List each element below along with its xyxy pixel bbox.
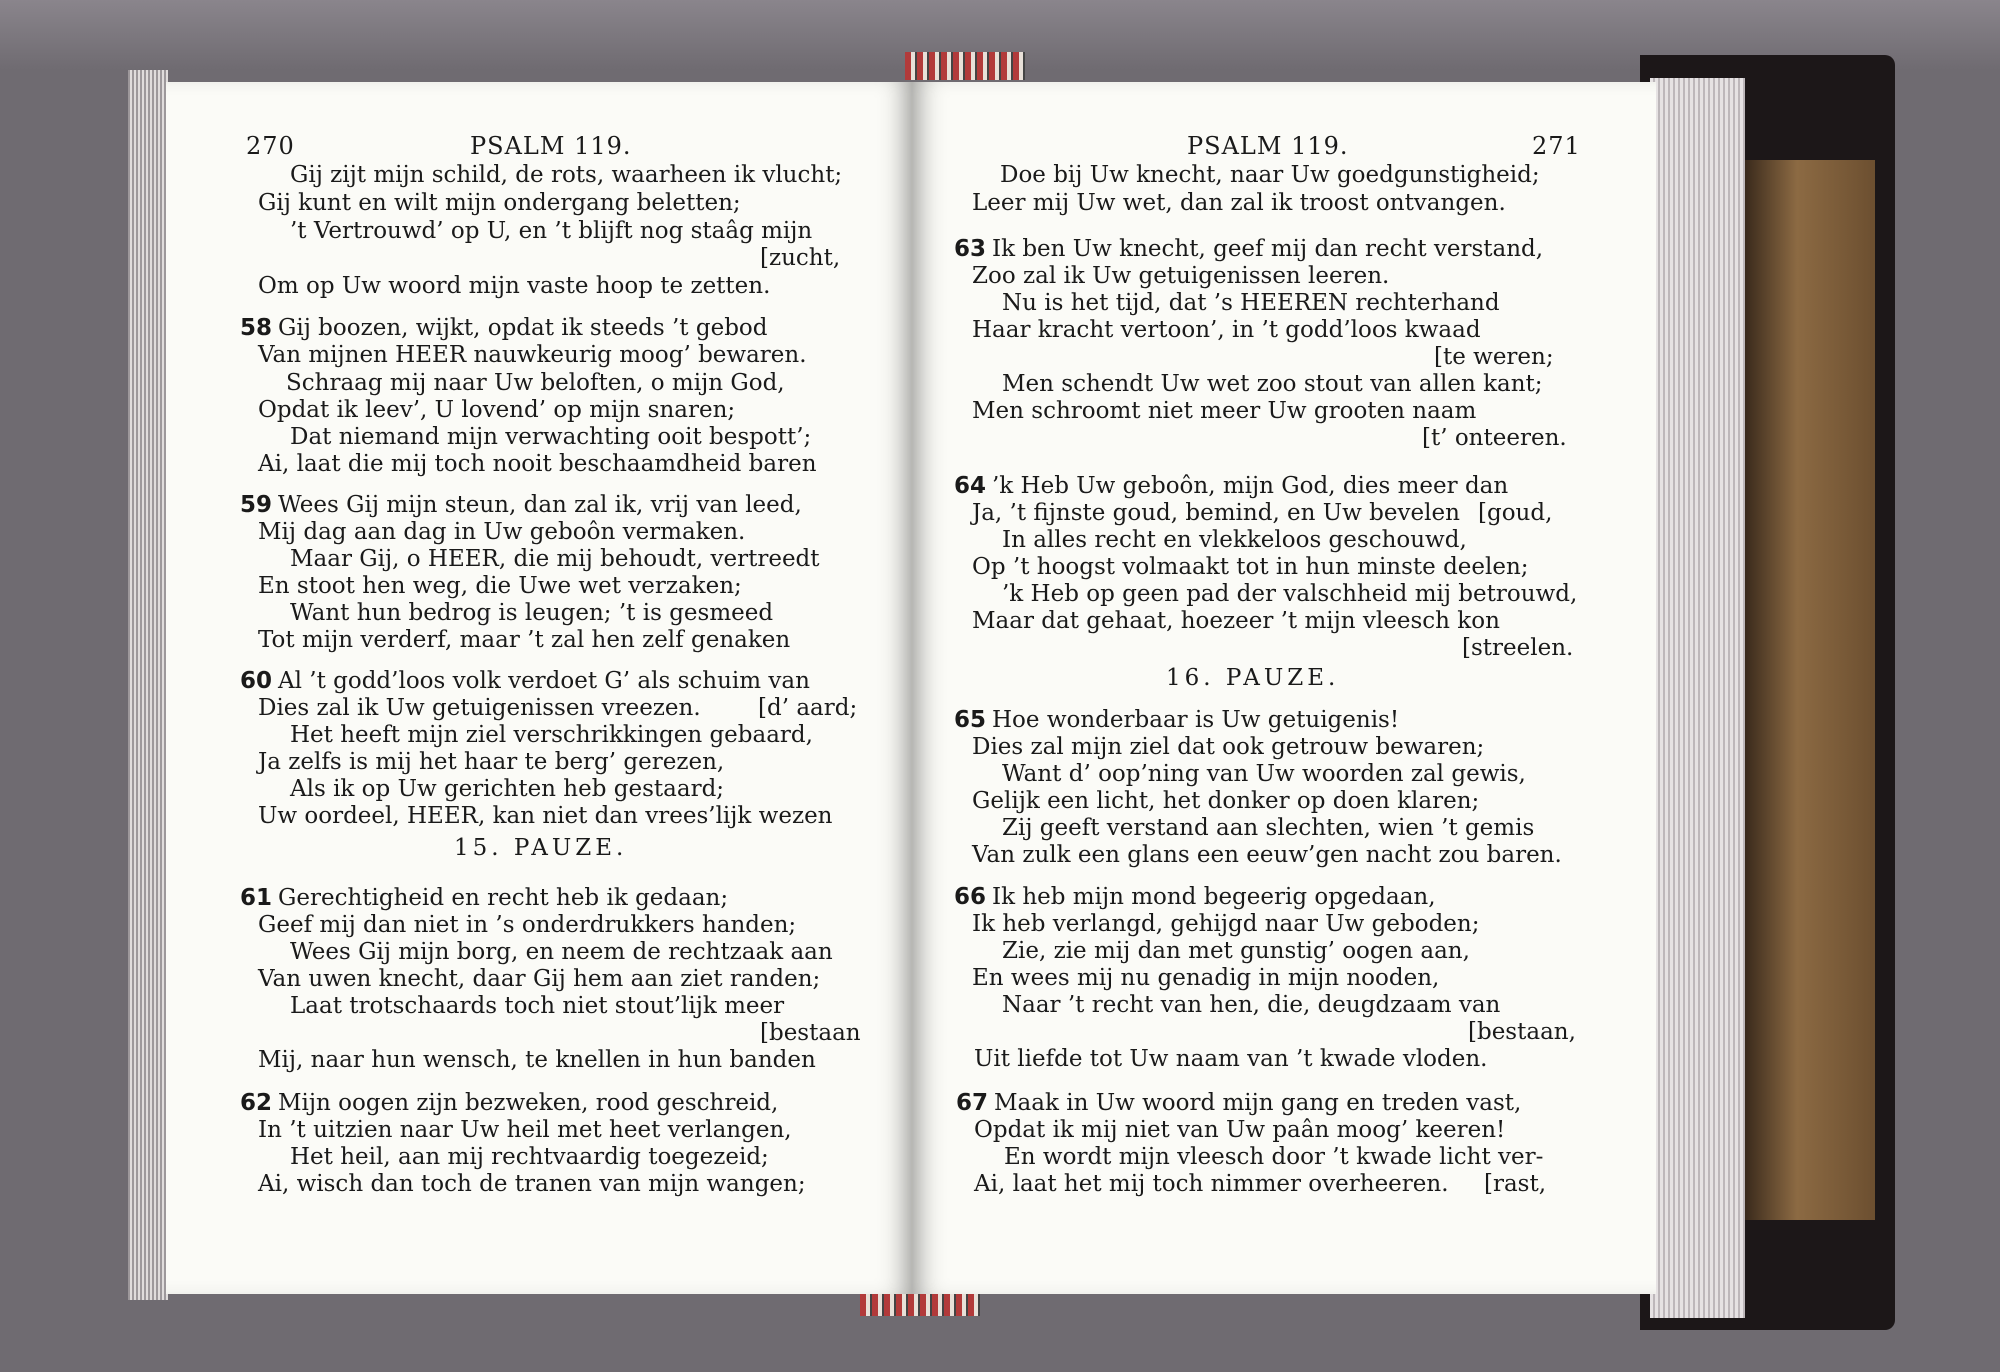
verse-line: Ja zelfs is mij het haar te berg’ gerezen, <box>258 749 725 775</box>
verse-line: Ik heb mijn mond begeerig opgedaan, <box>992 884 1436 910</box>
verse-line: Maak in Uw woord mijn gang en treden vast, <box>994 1090 1522 1116</box>
verse-line: Op ’t hoogst volmaakt tot in hun minste deelen; <box>972 554 1529 580</box>
verse-line-carryover: [te weren; <box>1434 344 1554 370</box>
verse-line: Mij dag aan dag in Uw geboôn vermaken. <box>258 519 746 545</box>
verse-line: Gelijk een licht, het donker op doen klaren; <box>972 788 1480 814</box>
verse-line: Als ik op Uw gerichten heb gestaard; <box>290 776 725 802</box>
verse-line-carryover: [bestaan, <box>1468 1019 1576 1045</box>
verse-line: Het heeft mijn ziel verschrikkingen gebaard, <box>290 722 813 748</box>
verse-line: Ai, laat het mij toch nimmer overheeren. <box>974 1171 1449 1197</box>
verse-line: Al ’t godd’loos volk verdoet G’ als schuim van <box>278 668 810 694</box>
verse-line: ’k Heb op geen pad der valschheid mij betrouwd, <box>1002 581 1578 607</box>
verse-line: Naar ’t recht van hen, die, deugdzaam van <box>1002 992 1501 1018</box>
verse-line: Tot mijn verderf, maar ’t zal hen zelf genaken <box>258 627 791 653</box>
cover-inner-lining <box>1745 160 1875 1220</box>
verse-line: Om op Uw woord mijn vaste hoop te zetten. <box>258 273 771 299</box>
verse-line: Men schendt Uw wet zoo stout van allen kant; <box>1002 371 1543 397</box>
verse-line: Leer mij Uw wet, dan zal ik troost ontvangen. <box>972 190 1506 216</box>
verse-line: Dat niemand mijn verwachting ooit bespott’; <box>290 424 812 450</box>
verse-line: Het heil, aan mij rechtvaardig toegezeid; <box>290 1144 769 1170</box>
verse-number: 59 <box>240 492 273 518</box>
verse-line: Ik heb verlangd, gehijgd naar Uw geboden; <box>972 911 1480 937</box>
verse-line: Gerechtigheid en recht heb ik gedaan; <box>278 885 729 911</box>
verse-line: Gij kunt en wilt mijn ondergang beletten; <box>258 190 741 216</box>
verse-line: Hoe wonderbaar is Uw getuigenis! <box>992 707 1400 733</box>
verse-line: Opdat ik leev’, U lovend’ op mijn snaren; <box>258 397 736 423</box>
verse-line: Maar Gij, o HEER, die mij behoudt, vertreedt <box>290 546 820 572</box>
verse-line: Van zulk een glans een eeuw’gen nacht zou baren. <box>972 842 1562 868</box>
verse-line-carryover: [bestaan <box>760 1020 861 1046</box>
verse-line: ’t Vertrouwd’ op U, en ’t blijft nog staâg mijn <box>290 218 813 244</box>
right-page <box>912 82 1656 1294</box>
verse-line: Opdat ik mij niet van Uw paân moog’ keeren! <box>974 1117 1506 1143</box>
verse-line: Nu is het tijd, dat ’s HEEREN rechterhand <box>1002 290 1500 316</box>
verse-line-carryover: [goud, <box>1478 500 1553 526</box>
verse-line: In ’t uitzien naar Uw heil met heet verlangen, <box>258 1117 792 1143</box>
verse-line: En stoot hen weg, die Uwe wet verzaken; <box>258 573 742 599</box>
verse-line: Wees Gij mijn steun, dan zal ik, vrij van leed, <box>278 492 802 518</box>
verse-number: 66 <box>954 884 987 910</box>
page-edges-right <box>1650 78 1745 1318</box>
verse-line: Wees Gij mijn borg, en neem de rechtzaak aan <box>290 939 833 965</box>
verse-line: Want hun bedrog is leugen; ’t is gesmeed <box>290 600 774 626</box>
verse-line: Ja, ’t fijnste goud, bemind, en Uw bevelen <box>972 500 1460 526</box>
verse-line: Ai, wisch dan toch de tranen van mijn wangen; <box>258 1171 806 1197</box>
verse-number: 63 <box>954 236 987 262</box>
verse-line: Gij zijt mijn schild, de rots, waarheen ik vlucht; <box>290 162 843 188</box>
verse-line-carryover: [streelen. <box>1462 635 1574 661</box>
verse-line: Zoo zal ik Uw getuigenissen leeren. <box>972 263 1390 289</box>
verse-line: Mijn oogen zijn bezweken, rood geschreid, <box>278 1090 779 1116</box>
page-number: 270 <box>246 132 295 160</box>
verse-line: Maar dat gehaat, hoezeer ’t mijn vleesch kon <box>972 608 1500 634</box>
running-title: PSALM 119. <box>1187 132 1349 160</box>
verse-number: 67 <box>956 1090 989 1116</box>
verse-line: Haar kracht vertoon’, in ’t godd’loos kwaad <box>972 317 1481 343</box>
verse-number: 64 <box>954 473 987 499</box>
verse-number: 62 <box>240 1090 273 1116</box>
verse-line-carryover: [d’ aard; <box>758 695 858 721</box>
verse-line: Dies zal ik Uw getuigenissen vreezen. <box>258 695 701 721</box>
verse-line: Zie, zie mij dan met gunstig’ oogen aan, <box>1002 938 1470 964</box>
page-number: 271 <box>1532 132 1581 160</box>
running-title: PSALM 119. <box>470 132 632 160</box>
verse-line: Ai, laat die mij toch nooit beschaamdheid baren <box>258 451 817 477</box>
verse-line: In alles recht en vlekkeloos geschouwd, <box>1002 527 1467 553</box>
pause-heading: 16. PAUZE. <box>1166 665 1340 691</box>
verse-line: Laat trotschaards toch niet stout’lijk meer <box>290 993 785 1019</box>
verse-line: En wordt mijn vleesch door ’t kwade licht ver- <box>1004 1144 1544 1170</box>
verse-line: Gij boozen, wijkt, opdat ik steeds ’t gebod <box>278 315 768 341</box>
verse-line: Men schroomt niet meer Uw grooten naam <box>972 398 1477 424</box>
verse-line: Want d’ oop’ning van Uw woorden zal gewis, <box>1002 761 1526 787</box>
verse-line: Mij, naar hun wensch, te knellen in hun banden <box>258 1047 816 1073</box>
verse-line-carryover: [t’ onteeren. <box>1422 425 1567 451</box>
page-edges-left <box>128 70 168 1300</box>
verse-line: En wees mij nu genadig in mijn nooden, <box>972 965 1440 991</box>
verse-number: 58 <box>240 315 273 341</box>
verse-line: Schraag mij naar Uw beloften, o mijn God, <box>286 370 785 396</box>
verse-line: Zij geeft verstand aan slechten, wien ’t gemis <box>1002 815 1535 841</box>
verse-number: 60 <box>240 668 273 694</box>
verse-line: ’k Heb Uw geboôn, mijn God, dies meer dan <box>992 473 1509 499</box>
verse-line: Van uwen knecht, daar Gij hem aan ziet randen; <box>258 966 821 992</box>
headband-top <box>905 52 1025 80</box>
verse-line: Geef mij dan niet in ’s onderdrukkers handen; <box>258 912 797 938</box>
pause-heading: 15. PAUZE. <box>454 835 628 861</box>
verse-line: Ik ben Uw knecht, geef mij dan recht verstand, <box>992 236 1544 262</box>
verse-line: Dies zal mijn ziel dat ook getrouw bewaren; <box>972 734 1485 760</box>
verse-line: Uit liefde tot Uw naam van ’t kwade vloden. <box>974 1046 1488 1072</box>
verse-line-carryover: [zucht, <box>760 245 841 271</box>
verse-line: Doe bij Uw knecht, naar Uw goedgunstigheid; <box>1000 162 1540 188</box>
verse-line: Van mijnen HEER nauwkeurig moog’ bewaren. <box>258 342 807 368</box>
left-page <box>166 82 912 1294</box>
verse-number: 61 <box>240 885 273 911</box>
verse-number: 65 <box>954 707 987 733</box>
verse-line: Uw oordeel, HEER, kan niet dan vrees’lijk wezen <box>258 803 833 829</box>
verse-line-carryover: [rast, <box>1484 1171 1547 1197</box>
